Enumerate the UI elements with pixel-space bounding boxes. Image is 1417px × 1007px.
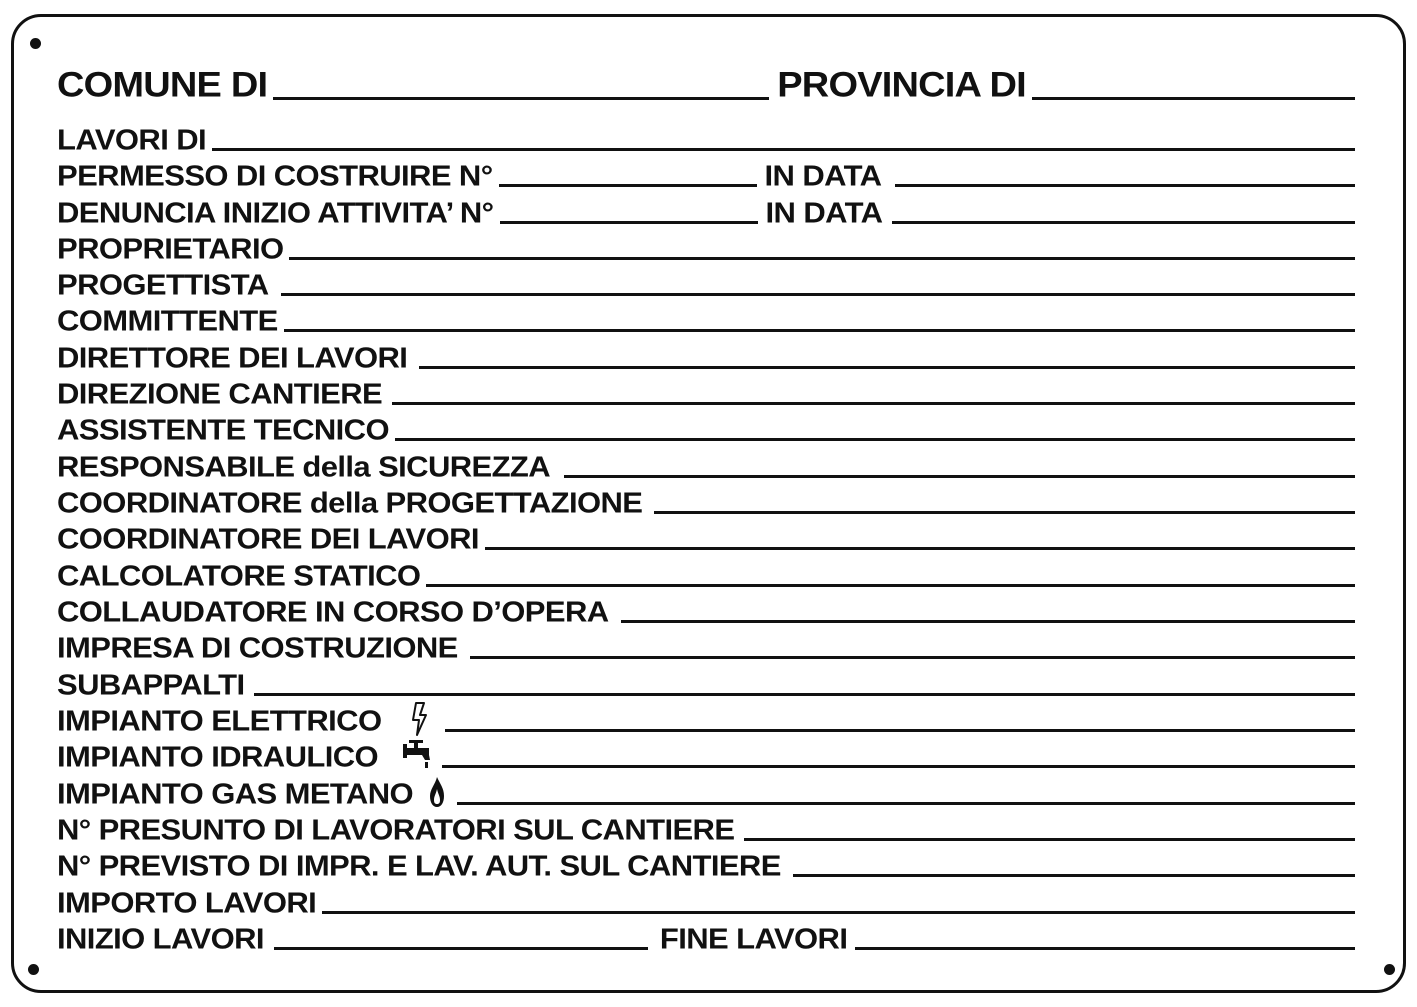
committente-field[interactable] (284, 329, 1355, 332)
row-subappalti (57, 662, 1355, 700)
row-permesso (57, 153, 1355, 191)
denuncia-label: DENUNCIA INIZIO ATTIVITA’ N° (57, 196, 494, 229)
provincia-label: PROVINCIA DI (777, 66, 1026, 105)
fine-lavori-field[interactable] (855, 947, 1355, 950)
permesso-data-label: IN DATA (764, 159, 882, 192)
row-previsto (57, 843, 1355, 881)
subappalti-field[interactable] (254, 693, 1355, 696)
row-lavori-di (57, 117, 1355, 155)
committente-label: COMMITTENTE (57, 304, 278, 337)
lavori-di-label: LAVORI DI (57, 123, 207, 156)
row-impianto-elettrico (57, 698, 1355, 736)
responsabile-field[interactable] (564, 475, 1355, 478)
mounting-hole (1384, 964, 1395, 975)
coordinatore-progettazione-label: COORDINATORE della PROGETTAZIONE (57, 486, 643, 519)
mounting-hole (28, 964, 39, 975)
importo-field[interactable] (322, 911, 1355, 914)
faucet-icon (400, 738, 436, 772)
row-presunto (57, 807, 1355, 845)
provincia-field[interactable] (1032, 97, 1355, 100)
row-importo (57, 880, 1355, 918)
permesso-label: PERMESSO DI COSTRUIRE N° (57, 159, 493, 192)
assistente-field[interactable] (395, 438, 1355, 441)
collaudatore-label: COLLAUDATORE IN CORSO D’OPERA (57, 595, 609, 628)
lightning-icon (407, 702, 437, 736)
row-calcolatore (57, 553, 1355, 591)
row-committente (57, 298, 1355, 336)
impianto-gas-label: IMPIANTO GAS METANO (57, 777, 414, 810)
denuncia-data-label: IN DATA (765, 196, 883, 229)
presunto-label: N° PRESUNTO DI LAVORATORI SUL CANTIERE (57, 813, 735, 846)
direzione-label: DIREZIONE CANTIERE (57, 377, 383, 410)
assistente-label: ASSISTENTE TECNICO (57, 413, 389, 446)
calcolatore-field[interactable] (426, 584, 1355, 587)
previsto-label: N° PREVISTO DI IMPR. E LAV. AUT. SUL CANTIERE (57, 849, 781, 882)
progettista-label: PROGETTISTA (57, 268, 269, 301)
row-collaudatore (57, 589, 1355, 627)
inizio-lavori-field[interactable] (274, 947, 648, 950)
impianto-elettrico-label: IMPIANTO ELETTRICO (57, 704, 382, 737)
flame-icon (427, 775, 447, 809)
impianto-idraulico-field[interactable] (442, 765, 1355, 768)
row-coordinatore-progettazione (57, 480, 1355, 518)
impianto-idraulico-label: IMPIANTO IDRAULICO (57, 740, 379, 773)
row-direzione (57, 371, 1355, 409)
coordinatore-lavori-label: COORDINATORE DEI LAVORI (57, 522, 479, 555)
lavori-di-field[interactable] (212, 148, 1355, 151)
importo-label: IMPORTO LAVORI (57, 886, 317, 919)
permesso-data-field[interactable] (895, 184, 1355, 187)
header-row (57, 58, 1355, 104)
presunto-field[interactable] (744, 838, 1355, 841)
row-denuncia (57, 190, 1355, 228)
mounting-hole (30, 38, 41, 49)
impresa-field[interactable] (470, 656, 1355, 659)
permesso-number-field[interactable] (499, 184, 757, 187)
row-impianto-gas (57, 771, 1355, 809)
row-progettista (57, 262, 1355, 300)
direzione-field[interactable] (392, 402, 1355, 405)
row-coordinatore-lavori (57, 516, 1355, 554)
calcolatore-label: CALCOLATORE STATICO (57, 559, 421, 592)
impianto-elettrico-field[interactable] (445, 729, 1355, 732)
impianto-gas-field[interactable] (457, 802, 1355, 805)
previsto-field[interactable] (793, 874, 1355, 877)
collaudatore-field[interactable] (621, 620, 1355, 623)
row-impianto-idraulico (57, 734, 1355, 772)
comune-field[interactable] (273, 97, 769, 100)
responsabile-label: RESPONSABILE della SICUREZZA (57, 450, 551, 483)
proprietario-field[interactable] (289, 257, 1355, 260)
comune-label: COMUNE DI (57, 66, 268, 105)
coordinatore-progettazione-field[interactable] (654, 511, 1355, 514)
row-assistente (57, 407, 1355, 445)
direttore-field[interactable] (419, 366, 1355, 369)
coordinatore-lavori-field[interactable] (485, 547, 1355, 550)
row-direttore (57, 335, 1355, 373)
fine-lavori-label: FINE LAVORI (659, 922, 848, 955)
row-proprietario (57, 226, 1355, 264)
row-responsabile (57, 444, 1355, 482)
proprietario-label: PROPRIETARIO (57, 232, 284, 265)
denuncia-data-field[interactable] (892, 221, 1355, 224)
row-inizio-fine (57, 916, 1355, 954)
direttore-label: DIRETTORE DEI LAVORI (57, 341, 408, 374)
denuncia-number-field[interactable] (500, 221, 758, 224)
inizio-lavori-label: INIZIO LAVORI (57, 922, 264, 955)
impresa-label: IMPRESA DI COSTRUZIONE (57, 631, 458, 664)
row-impresa (57, 625, 1355, 663)
subappalti-label: SUBAPPALTI (57, 668, 245, 701)
progettista-field[interactable] (281, 293, 1355, 296)
